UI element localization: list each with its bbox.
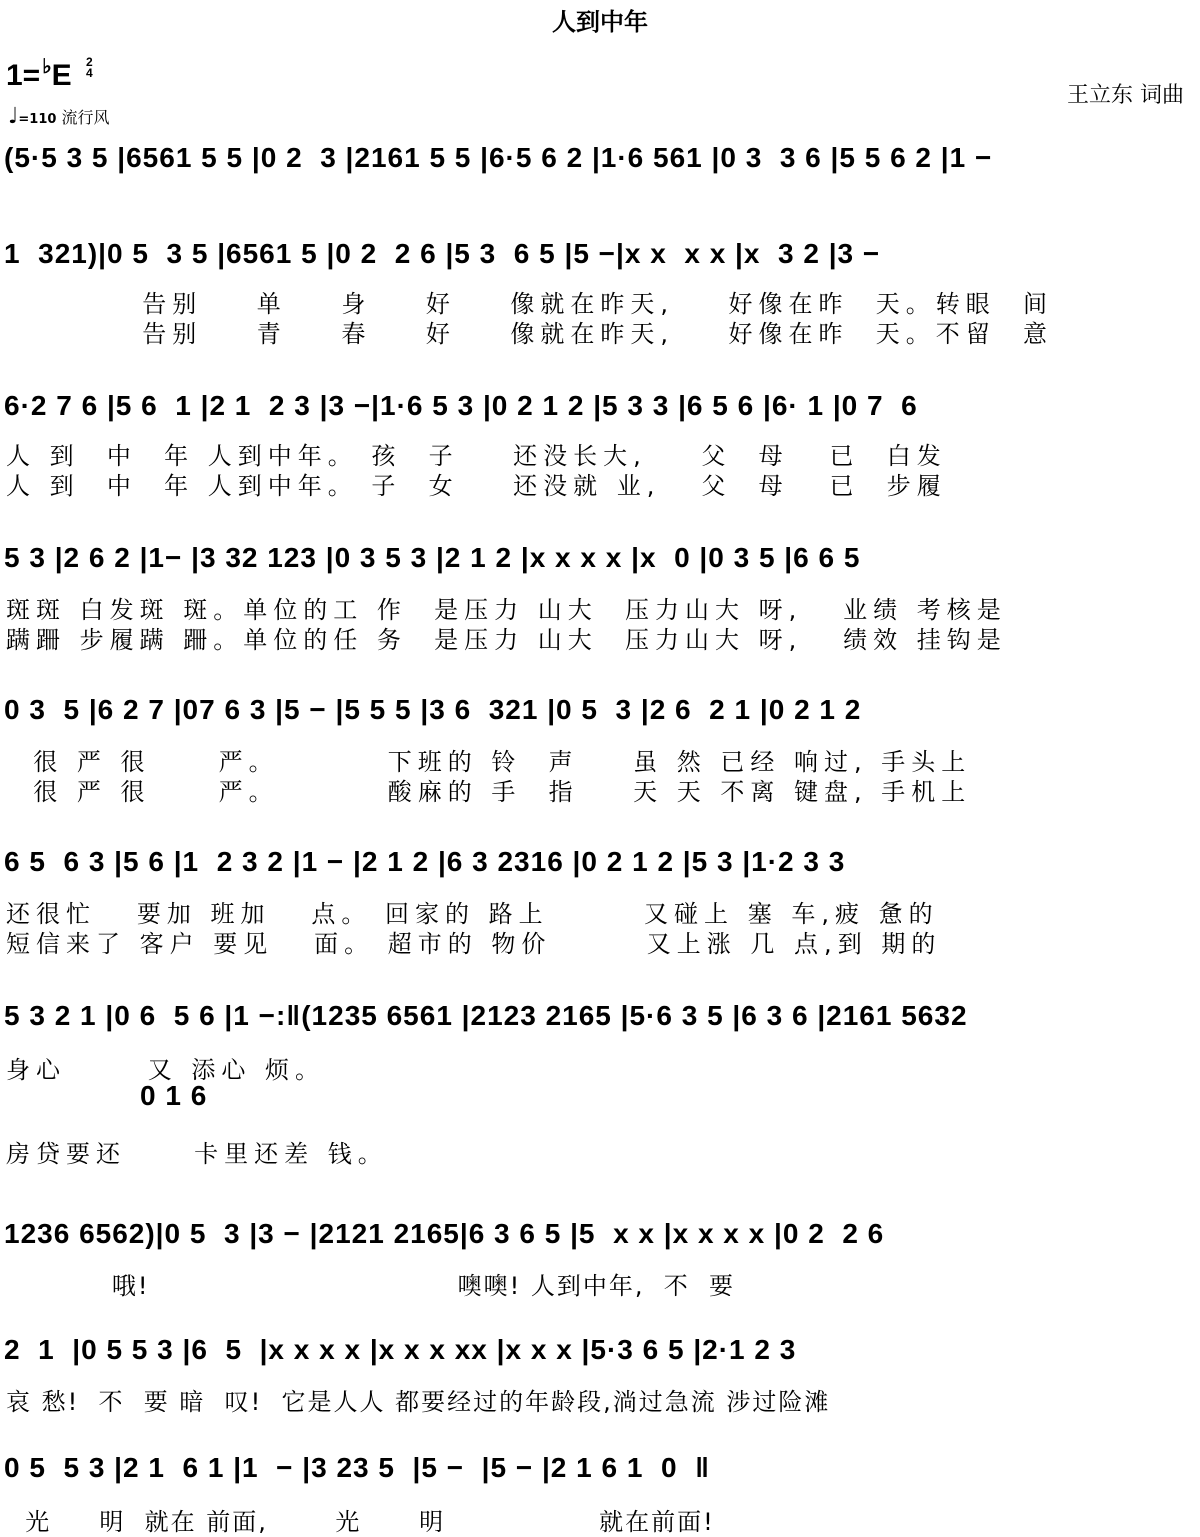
music-line-4: 5 3 |2 6 2 |1− |3 32 123 |0 3 5 3 |2 1 2 |x x x x |x 0 |0 3 5 |6 6 5	[4, 542, 861, 573]
music-line-1: (5·5 3 5 |6561 5 5 |0 2 3 |2161 5 5 |6·5 6 2 |1·6 561 |0 3 3 6 |5 5 6 2 |1 −	[4, 142, 993, 173]
key-label: 1=	[6, 59, 41, 92]
music-line-9: 2 1 |0 5 5 3 |6 5 |x x x x |x x x xx |x x x |5·3 6 5 |2·1 2 3	[4, 1334, 797, 1365]
quarter-note-icon: ♩	[8, 104, 19, 129]
lyric-line-1: 告别 单 身 好 像就在昨天, 好像在昨 天。转眼 间	[6, 290, 1054, 318]
meter-bottom: 4	[86, 66, 93, 80]
lyric-line-11: 身心 又 添心 烦。	[6, 1056, 326, 1084]
music-line-8: 1236 6562)|0 5 3 |3 − |2121 2165|6 3 6 5 |5 x x |x x x x |0 2 2 6	[4, 1218, 885, 1249]
lyric-line-7: 很 严 很 严。 下班的 铃 声 虽 然 已经 响过, 手头上	[6, 748, 972, 776]
lyric-line-12: 房贷要还 卡里还差 钱。	[6, 1140, 388, 1168]
author-credit: 王立东 词曲	[1067, 83, 1184, 108]
tempo-style: 流行风	[61, 108, 110, 127]
lyric-line-10: 短信来了 客户 要见 面。 超市的 物价 又上涨 几 点,到 期的	[6, 930, 942, 958]
time-signature	[86, 57, 93, 79]
lyric-line-14: 哀 愁! 不 要 暗 叹! 它是人人 都要经过的年龄段,淌过急流 涉过险滩	[6, 1388, 831, 1416]
lyric-line-3: 人 到 中 年 人到中年。 孩 子 还没长大, 父 母 已 白发	[6, 442, 947, 470]
lyric-line-13: 哦! 噢噢! 人到中年, 不 要	[6, 1272, 736, 1300]
tempo-marking	[8, 104, 110, 129]
key-signature	[6, 54, 93, 93]
meter-top: 2	[86, 55, 93, 69]
music-line-6: 6 5 6 3 |5 6 |1 2 3 2 |1 − |2 1 2 |6 3 2316 |0 2 1 2 |5 3 |1·2 3 3	[4, 846, 846, 877]
lyric-line-9: 还很忙 要加 班加 点。 回家的 路上 又碰上 塞 车,疲 惫的	[6, 900, 939, 928]
music-line-3: 6·2 7 6 |5 6 1 |2 1 2 3 |3 −|1·6 5 3 |0 2 1 2 |5 3 3 |6 5 6 |6· 1 |0 7 6	[4, 390, 918, 421]
music-line-7: 5 3 2 1 |0 6 5 6 |1 −:‖(1235 6561 |2123 2165 |5·6 3 5 |6 3 6 |2161 5632	[4, 1000, 968, 1031]
music-line-5: 0 3 5 |6 2 7 |07 6 3 |5 − |5 5 5 |3 6 321 |0 5 3 |2 6 2 1 |0 2 1 2	[4, 694, 862, 725]
lyric-line-15: 光 明 就在 前面, 光 明 就在前面!	[6, 1508, 715, 1536]
lyric-line-6: 蹒跚 步履蹒 跚。单位的任 务 是压力 山大 压力山大 呀, 绩效 挂钩是	[6, 626, 1007, 654]
flat-symbol: ♭	[42, 56, 52, 78]
lyric-line-4: 人 到 中 年 人到中年。 子 女 还没就 业, 父 母 已 步履	[6, 472, 947, 500]
lyric-line-2: 告别 青 春 好 像就在昨天, 好像在昨 天。不留 意	[6, 320, 1054, 348]
tempo-bpm: =110	[18, 112, 57, 127]
music-line-10: 0 5 5 3 |2 1 6 1 |1 − |3 23 5 |5 − |5 − |2 1 6 1 0 ‖	[4, 1452, 711, 1483]
lyric-line-8: 很 严 很 严。 酸麻的 手 指 天 天 不离 键盘, 手机上	[6, 778, 972, 806]
song-title: 人到中年	[552, 8, 648, 36]
key-letter: E	[51, 59, 72, 92]
lyric-line-5: 斑斑 白发斑 斑。单位的工 作 是压力 山大 压力山大 呀, 业绩 考核是	[6, 596, 1007, 624]
music-line-7b: 0 1 6	[140, 1080, 208, 1111]
music-line-2: 1 321)|0 5 3 5 |6561 5 |0 2 2 6 |5 3 6 5 |5 −|x x x x |x 3 2 |3 −	[4, 238, 881, 269]
